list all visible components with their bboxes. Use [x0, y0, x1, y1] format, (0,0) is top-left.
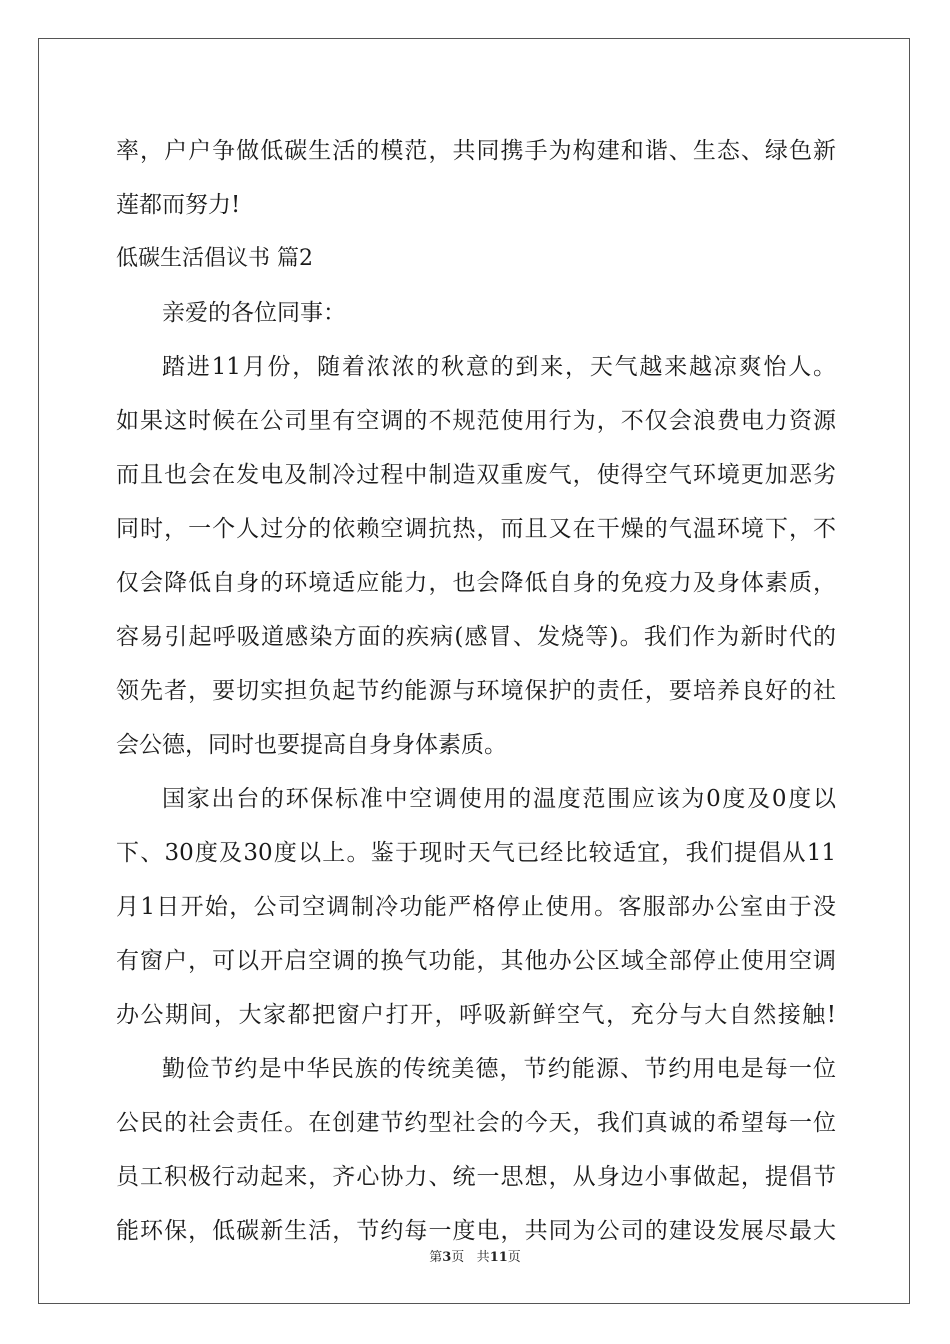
text-line: 莲都而努力! — [116, 192, 241, 218]
salutation: 亲爱的各位同事： — [162, 300, 346, 326]
text-line: 而且也会在发电及制冷过程中制造双重废气，使得空气环境更加恶劣 — [116, 462, 836, 488]
document-body — [116, 124, 836, 1258]
page-suffix: 页 — [451, 1250, 465, 1265]
text-line: 仅会降低自身的环境适应能力，也会降低自身的免疫力及身体素质， — [116, 570, 836, 596]
total-prefix: 共 — [476, 1250, 490, 1265]
text-line: 踏进11月份，随着浓浓的秋意的到来，天气越来越凉爽怡人。 — [162, 354, 836, 380]
text-line: 月1日开始，公司空调制冷功能严格停止使用。客服部办公室由于没 — [116, 894, 836, 920]
text-line: 勤俭节约是中华民族的传统美德，节约能源、节约用电是每一位 — [162, 1056, 836, 1082]
total-suffix: 页 — [507, 1250, 521, 1265]
page-number: 3 — [442, 1250, 452, 1265]
text-line: 同时，一个人过分的依赖空调抗热，而且又在干燥的气温环境下，不 — [116, 516, 836, 542]
text-line: 有窗户，可以开启空调的换气功能，其他办公区域全部停止使用空调 — [116, 948, 836, 974]
text-line: 如果这时候在公司里有空调的不规范使用行为，不仅会浪费电力资源 — [116, 408, 836, 434]
text-line: 员工积极行动起来，齐心协力、统一思想，从身边小事做起，提倡节 — [116, 1164, 836, 1190]
text-line: 国家出台的环保标准中空调使用的温度范围应该为0度及0度以 — [162, 786, 836, 812]
text-line: 容易引起呼吸道感染方面的疾病(感冒、发烧等)。我们作为新时代的 — [116, 624, 836, 650]
text-line: 下、30度及30度以上。鉴于现时天气已经比较适宜，我们提倡从11 — [116, 840, 836, 866]
page-prefix: 第 — [429, 1250, 443, 1265]
text-line: 公民的社会责任。在创建节约型社会的今天，我们真诚的希望每一位 — [116, 1110, 836, 1136]
page-footer — [0, 1246, 950, 1265]
text-line: 办公期间，大家都把窗户打开，呼吸新鲜空气，充分与大自然接触! — [116, 1002, 836, 1028]
total-pages: 11 — [489, 1250, 508, 1265]
section-heading: 低碳生活倡议书 篇2 — [116, 246, 313, 271]
text-line: 领先者，要切实担负起节约能源与环境保护的责任，要培养良好的社 — [116, 678, 836, 704]
text-line: 能环保，低碳新生活，节约每一度电，共同为公司的建设发展尽最大 — [116, 1218, 836, 1244]
text-line: 会公德，同时也要提高自身身体素质。 — [116, 732, 507, 758]
text-line: 率，户户争做低碳生活的模范，共同携手为构建和谐、生态、绿色新 — [116, 138, 836, 164]
